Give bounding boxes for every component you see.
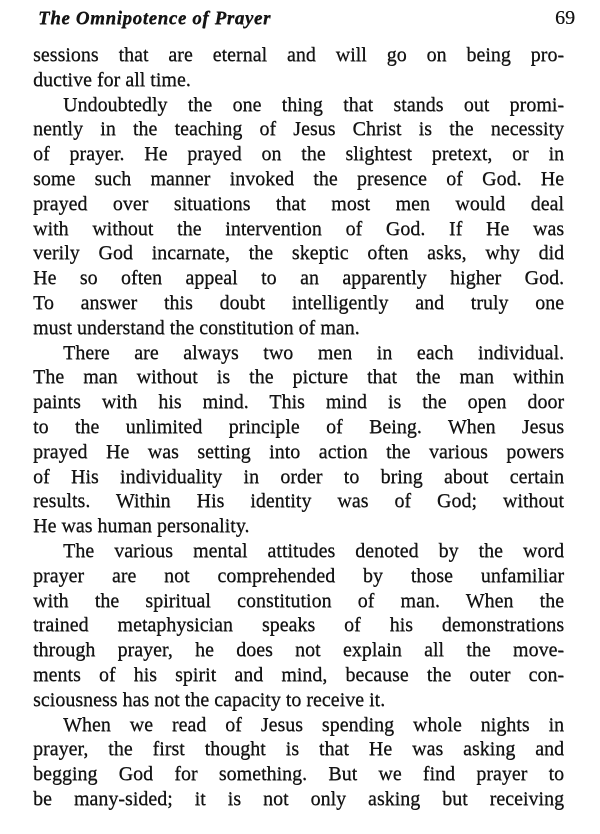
text-line: must understand the constitution of man. xyxy=(33,316,360,339)
text-line: When we read of Jesus spending whole nights in xyxy=(63,713,564,736)
text-line: paints with his mind. This mind is the open door xyxy=(33,391,564,414)
text-line: The various mental attitudes denoted by the word xyxy=(63,539,564,562)
text-line: ments of his spirit and mind, because the outer con- xyxy=(33,663,564,686)
text-line: The man without is the picture that the man within xyxy=(33,366,564,389)
text-line: to the unlimited principle of Being. When Jesus xyxy=(33,415,564,438)
text-line: sciousness has not the capacity to receive it. xyxy=(33,688,386,711)
paragraph xyxy=(33,713,564,812)
paragraph xyxy=(33,93,564,341)
text-line: Undoubtedly the one thing that stands out promi- xyxy=(63,93,564,116)
text-line: of His individuality in order to bring about certain xyxy=(33,465,564,488)
text-line: He so often appeal to an apparently higher God. xyxy=(33,267,564,290)
text-line: prayed He was setting into action the various powers xyxy=(33,440,564,463)
running-header xyxy=(33,7,575,30)
text-line: verily God incarnate, the skeptic often asks, why did xyxy=(33,242,564,265)
text-line: trained metaphysician speaks of his demonstrations xyxy=(33,614,564,637)
paragraph xyxy=(33,43,564,93)
text-line: of prayer. He prayed on the slightest pretext, or in xyxy=(33,143,564,166)
text-line: results. Within His identity was of God; without xyxy=(33,490,564,513)
text-line: ductive for all time. xyxy=(33,68,191,91)
text-line: with the spiritual constitution of man. When the xyxy=(33,589,564,612)
paragraph xyxy=(33,341,564,539)
text-line: prayer, the first thought is that He was asking and xyxy=(33,738,564,761)
text-line: some such manner invoked the presence of God. He xyxy=(33,167,564,190)
text-line: with without the intervention of God. If He was xyxy=(33,217,564,240)
text-line: prayed over situations that most men would deal xyxy=(33,192,564,215)
text-line: He was human personality. xyxy=(33,515,250,538)
chapter-title: The Omnipotence of Prayer xyxy=(38,8,271,29)
text-line: sessions that are eternal and will go on being pro- xyxy=(33,44,564,66)
text-line: through prayer, he does not explain all the move- xyxy=(33,639,564,662)
page-number: 69 xyxy=(555,7,575,29)
text-line: There are always two men in each individual. xyxy=(63,341,564,364)
body-text xyxy=(33,43,564,812)
paragraph xyxy=(33,539,564,713)
text-line: nently in the teaching of Jesus Christ is the necessity xyxy=(33,118,564,141)
text-line: be many-sided; it is not only asking but receiving xyxy=(33,787,564,810)
text-line: prayer are not comprehended by those unfamiliar xyxy=(33,564,564,587)
text-line: begging God for something. But we find prayer to xyxy=(33,763,564,786)
text-line: To answer this doubt intelligently and truly one xyxy=(33,291,564,314)
